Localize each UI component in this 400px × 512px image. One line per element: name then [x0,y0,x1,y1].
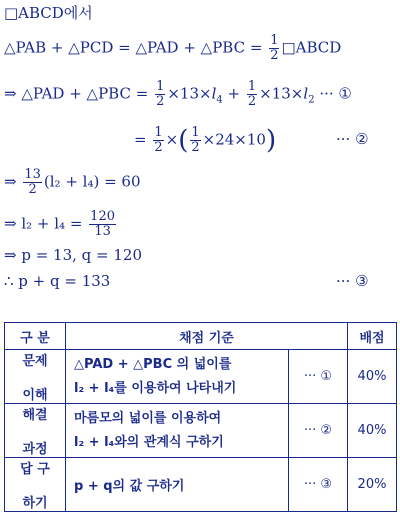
fraction-half [153,126,163,155]
fraction-half [247,80,257,109]
line-3-plus: + [222,84,245,103]
line-3-mid2: ×13× [259,84,304,103]
line-6 [4,210,118,239]
frac-num: 1 [270,33,279,48]
row-points: 20% [348,458,397,512]
row-marker: ··· ② [289,404,348,458]
frac-den: 2 [247,94,257,109]
row-category: 답 구 하기 [5,458,66,512]
frac-num: 13 [24,167,41,182]
grading-table [4,322,397,512]
frac-den: 2 [156,94,165,109]
table-row [5,404,397,458]
row-criteria: 마름모의 넓이를 이용하여 l₂ + l₄와의 관계식 구하기 [66,404,289,458]
row-category: 해결 과정 [5,404,66,458]
row-criteria: △PAD + △PBC 의 넓이를 l₂ + l₄를 이용하여 나타내기 [66,350,289,404]
header-criteria: 채점 기준 [66,323,348,350]
table-row [5,458,397,512]
row-marker: ··· ③ [289,458,348,512]
line-4-eq: = [134,130,152,149]
line-2 [4,34,341,63]
line-2-text: △PAB + △PCD = △PAD + △PBC = [4,38,268,57]
frac-num: 1 [247,79,257,94]
line-3: ⇒ △PAD + △PBC = $\frac{1}{2}$ $\times 13\times l_4$ + $\frac{1}{2}$ $\times 13\times l_2$ ··· ① [4,79,352,109]
line-6-text: ⇒ l₂ + l₄ = [4,214,88,233]
line-1: □ABCD에서 [4,4,93,22]
frac-den: 2 [28,182,37,197]
line-4: = $\frac{1}{2}$ ×( $\frac{1}{2}$ ×24×10) [134,125,277,156]
frac-num: 120 [90,209,115,224]
line-8: ∴ p + q = 133 [4,272,111,290]
line-2-tail: □ABCD [281,38,342,57]
line-3-text: ⇒ △PAD + △PBC = [4,84,154,103]
line-5 [4,168,141,197]
row-marker: ··· ① [289,350,348,404]
row-points: 40% [348,350,397,404]
marker-2: ··· ② [336,130,369,148]
frac-num: 1 [156,79,165,94]
marker-3: ··· ③ [336,272,369,290]
line-7: ⇒ p = 13, q = 120 [4,246,143,264]
frac-den: 2 [191,140,200,155]
fraction-13-2 [23,168,42,197]
frac-den: 2 [154,140,163,155]
line-4-times: × [165,130,179,149]
header-points: 배점 [348,323,397,350]
frac-num: 1 [154,125,163,140]
frac-den: 13 [94,224,111,239]
row-category: 문제 이해 [5,350,66,404]
row-points: 40% [348,404,397,458]
frac-den: 2 [270,48,279,63]
fraction-half [155,80,165,109]
table-header [5,323,397,350]
header-category: 구 분 [5,323,66,350]
fraction-120-13 [89,210,116,239]
line-4-prod: ×24×10 [202,130,266,149]
line-5-arrow: ⇒ [4,172,22,191]
frac-num: 1 [191,125,200,140]
row-criteria: p + q의 값 구하기 [66,458,289,512]
fraction-half [269,34,279,63]
fraction-half [190,126,200,155]
table-row [5,350,397,404]
line-5-text: (l₂ + l₄) = 60 [43,172,141,191]
marker-1: ··· ① [319,84,352,103]
line-3-mid: ×13× [167,84,212,103]
